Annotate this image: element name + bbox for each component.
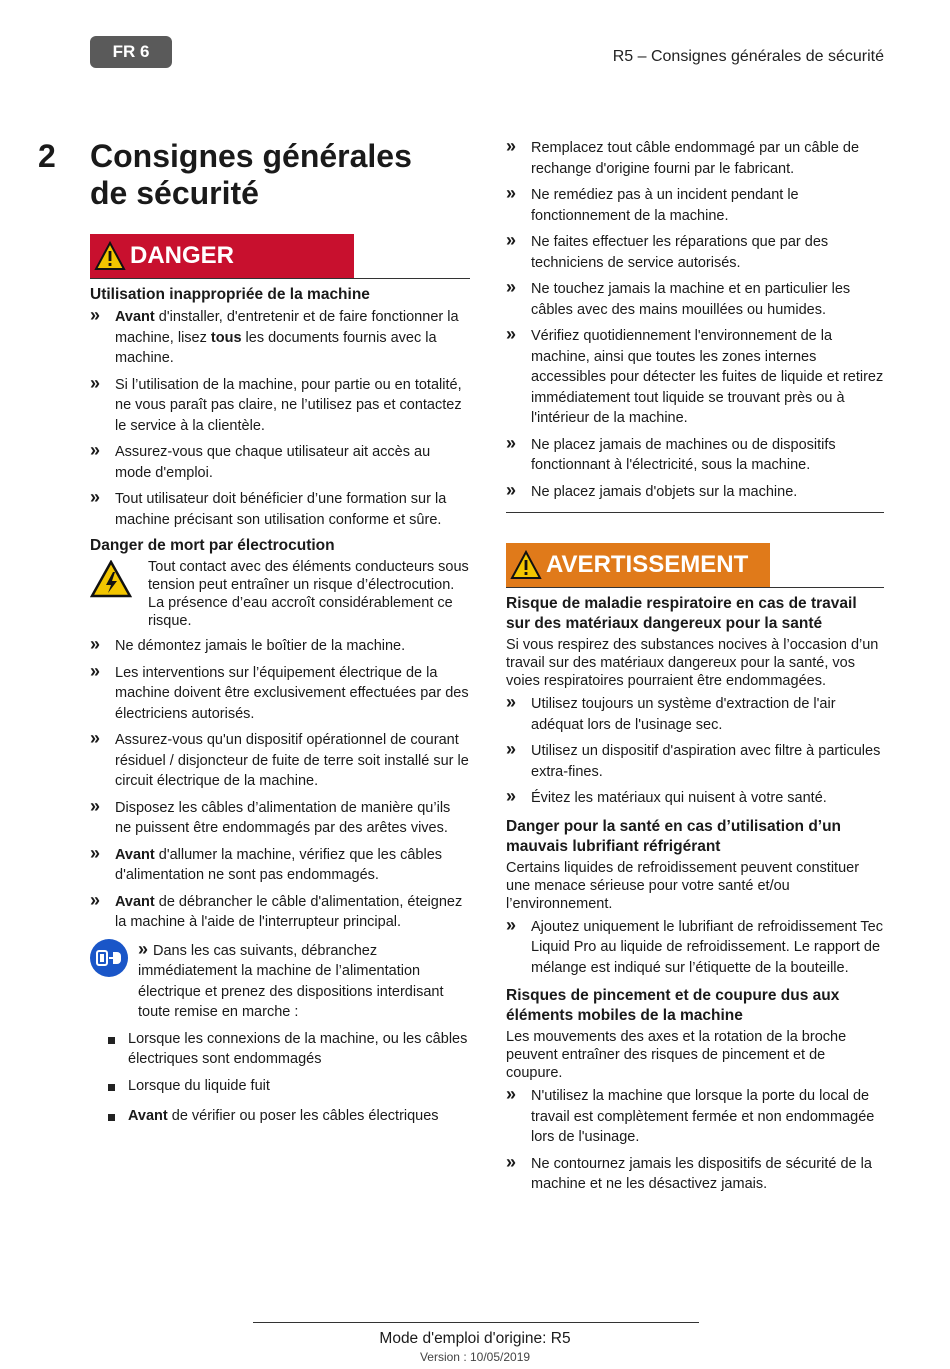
chapter-title-line2: de sécurité (90, 175, 259, 211)
list-item (506, 741, 884, 782)
chevron-right-icon: » (506, 739, 517, 759)
footer-title: Mode d'emploi d'origine: R5 (379, 1330, 571, 1347)
item-text: d'installer, d'entretenir et de faire fonctionner la machine, lisez (115, 309, 459, 346)
section-heading: Danger pour la santé en cas d’utilisation d’un mauvais lubrifiant réfrigérant (506, 817, 842, 855)
chevron-right-icon: » (90, 372, 101, 393)
running-header: R5 – Consignes générales de sécurité (612, 48, 884, 65)
warning-triangle-icon (506, 543, 546, 587)
list-item (506, 1151, 884, 1195)
intro-text: Si vous respirez des substances nocives à l’occasion d’un travail sur des matériaux dangereux pour la santé, vos voies respiratoires pourraient être endommagées. (506, 637, 879, 689)
list-item (90, 307, 470, 369)
chapter-title (90, 138, 470, 212)
item-text: de débrancher le câble d'alimentation, éteignez la machine à l'aide de l'interrupteur principal. (115, 893, 463, 930)
danger-sec1-list (90, 307, 470, 530)
chevron-right-icon: » (90, 487, 101, 507)
item-text: Vérifiez quotidiennement l'environnement de la machine, ainsi que toutes les zones internes accessibles pour détecter les fuites de liquide et retirez immédiatement tout liquide se trouvant près ou à l'intérieur de la machine. (531, 328, 884, 426)
list-item (90, 660, 470, 725)
footer-divider (253, 1322, 699, 1323)
chevron-right-icon: » (506, 1151, 517, 1172)
list-item (90, 1076, 470, 1097)
list-item (90, 489, 470, 530)
chevron-right-icon: » (506, 479, 517, 500)
item-text: Lorsque du liquide fuit (128, 1077, 270, 1094)
chevron-right-icon: » (90, 440, 101, 460)
chapter-title-line1: Consignes générales (90, 138, 412, 174)
chapter-number: 2 (38, 138, 56, 174)
list-item (90, 1029, 470, 1070)
list-item (506, 1086, 884, 1148)
chevron-right-icon: » (506, 914, 517, 935)
list-item (506, 138, 884, 179)
chevron-right-icon: » (90, 889, 101, 910)
list-item (506, 326, 884, 429)
list-item (90, 372, 470, 437)
list-item (506, 279, 884, 320)
left-column (90, 138, 470, 1133)
item-text: Les interventions sur l’équipement électrique de la machine doivent être exclusivement effectuées par des électriciens autorisés. (115, 664, 469, 722)
electric-hazard-icon (90, 560, 132, 603)
item-text: Ne faites effectuer les réparations que par des techniciens de service autorisés. (531, 234, 829, 271)
emphasis: Avant (128, 1108, 168, 1124)
chevron-right-icon: » (506, 183, 517, 203)
section-heading: Risque de maladie respiratoire en cas de travail sur des matériaux dangereux pour la santé (506, 595, 857, 632)
list-item (90, 889, 470, 933)
item-text: Assurez-vous que chaque utilisateur ait accès au mode d'emploi. (115, 444, 431, 481)
list-item (90, 636, 470, 657)
item-text: Ne démontez jamais le boîtier de la machine. (115, 638, 406, 654)
emphasis: tous (210, 329, 242, 346)
emphasis: Avant (115, 893, 155, 910)
list-item (90, 795, 470, 839)
list-item (90, 730, 470, 792)
item-text: Disposez les câbles d’alimentation de manière qu’ils ne puissent être endommagés par des arêtes vives. (115, 799, 451, 836)
list-item (506, 432, 884, 476)
chevron-right-icon: » (506, 230, 517, 250)
list-item (506, 694, 884, 735)
section-heading: Utilisation inappropriée de la machine (90, 286, 370, 303)
footer-version: Version : 10/05/2019 (419, 1350, 531, 1364)
chevron-right-icon: » (90, 842, 101, 863)
chevron-right-icon: » (90, 660, 101, 681)
list-item (506, 479, 884, 503)
list-item (506, 788, 884, 809)
chevron-right-icon: » (506, 432, 517, 453)
item-text: les documents fournis avec la machine. (115, 329, 437, 366)
item-text: Ne touchez jamais la machine et en particulier les câbles avec des mains mouillées ou humides. (531, 281, 851, 318)
danger-sec2-list (90, 636, 470, 933)
item-text: Ne placez jamais d'objets sur la machine. (531, 483, 798, 500)
item-text: Ne remédiez pas à un incident pendant le fonctionnement de la machine. (531, 187, 799, 224)
emphasis: Avant (115, 846, 155, 863)
item-text: Ne placez jamais de machines ou de dispositifs fonctionnant à l'électricité, sous la machine. (531, 436, 836, 473)
danger-right-list (506, 138, 884, 502)
item-text: Utilisez un dispositif d'aspiration avec filtre à particules extra-fines. (531, 743, 881, 780)
item-text: Ajoutez uniquement le lubrifiant de refroidissement Tec Liquid Pro au liquide de refroidissement. Le rapport de mélange est indiqué sur l’étiquette de la bouteille. (531, 918, 883, 976)
danger-sign (90, 234, 354, 278)
electrocution-note (90, 558, 470, 630)
emphasis: Avant (115, 309, 155, 325)
item-text: Tout utilisateur doit bénéficier d’une formation sur la machine précisant son utilisation conforme et sûre. (115, 491, 447, 528)
item-text: Ne contournez jamais les dispositifs de sécurité de la machine et ne les désactivez jamais. (531, 1155, 872, 1192)
item-text: Évitez les matériaux qui nuisent à votre santé. (531, 790, 827, 806)
unplug-icon (90, 939, 128, 977)
right-column (506, 138, 884, 1201)
item-text: de vérifier ou poser les câbles électriques (167, 1108, 439, 1124)
item-text: Si l’utilisation de la machine, pour partie ou en totalité, ne vous paraît pas claire, ne l’utilisez pas et contactez le service à la clientèle. (115, 376, 462, 434)
list-item (90, 442, 470, 483)
chevron-right-icon: » (138, 938, 154, 959)
item-text: Lorsque les connexions de la machine, ou les câbles électriques sont endommagés (128, 1030, 468, 1067)
list-item (90, 1106, 470, 1127)
item-text: Utilisez toujours un système d'extraction de l'air adéquat lors de l'usinage sec. (531, 696, 836, 733)
chevron-right-icon: » (506, 324, 517, 344)
list-item (506, 914, 884, 979)
danger-header (90, 234, 470, 279)
unplug-instruction (90, 939, 470, 1023)
section-heading: Risques de pincement et de coupure dus aux éléments mobiles de la machine (506, 987, 840, 1024)
chevron-right-icon: » (506, 692, 517, 712)
chevron-right-icon: » (506, 277, 517, 297)
list-item (506, 232, 884, 273)
plug-text: Dans les cas suivants, débranchez immédiatement la machine de l’alimentation électrique et prenez des dispositions interdisant toute remise en marche : (138, 942, 444, 1020)
warning-sign (506, 543, 770, 587)
item-text: Assurez-vous qu'un dispositif opérationnel de courant résiduel / disjoncteur de fuite de terre soit installé sur le circuit électrique de la machine. (115, 732, 469, 789)
chevron-right-icon: » (506, 136, 517, 156)
warning-label: AVERTISSEMENT (546, 551, 749, 578)
chevron-right-icon: » (90, 634, 101, 654)
chevron-right-icon: » (506, 786, 517, 806)
item-text: d'allumer la machine, vérifiez que les câbles d'alimentation ne sont pas endommagés. (115, 846, 443, 883)
intro-text: Tout contact avec des éléments conducteurs sous tension peut entraîner un risque d’électrocution. La présence d’eau accroît considérablement ce risque. (148, 559, 469, 629)
chevron-right-icon: » (506, 1084, 517, 1104)
intro-text: Certains liquides de refroidissement peuvent constituer une menace sérieuse pour votre santé et/ou l’environnement. (506, 859, 860, 912)
intro-text: Les mouvements des axes et la rotation de la broche peuvent entraîner des risques de pincement et de coupure. (506, 1029, 847, 1081)
list-item (90, 842, 470, 886)
warning-header (506, 543, 884, 588)
divider (506, 512, 884, 513)
page-number-badge: FR 6 (90, 36, 172, 68)
chevron-right-icon: » (90, 795, 101, 816)
chevron-right-icon: » (90, 305, 101, 325)
list-item (506, 185, 884, 226)
chevron-right-icon: » (90, 728, 101, 748)
item-text: Remplacez tout câble endommagé par un câble de rechange d'origine fourni par le fabricant. (531, 140, 860, 177)
section-heading: Danger de mort par électrocution (90, 537, 335, 554)
danger-label: DANGER (130, 242, 235, 269)
item-text: N'utilisez la machine que lorsque la porte du local de travail est complètement fermée et non endommagée lors de l'usinage. (531, 1088, 875, 1145)
warning-triangle-icon (90, 234, 130, 278)
